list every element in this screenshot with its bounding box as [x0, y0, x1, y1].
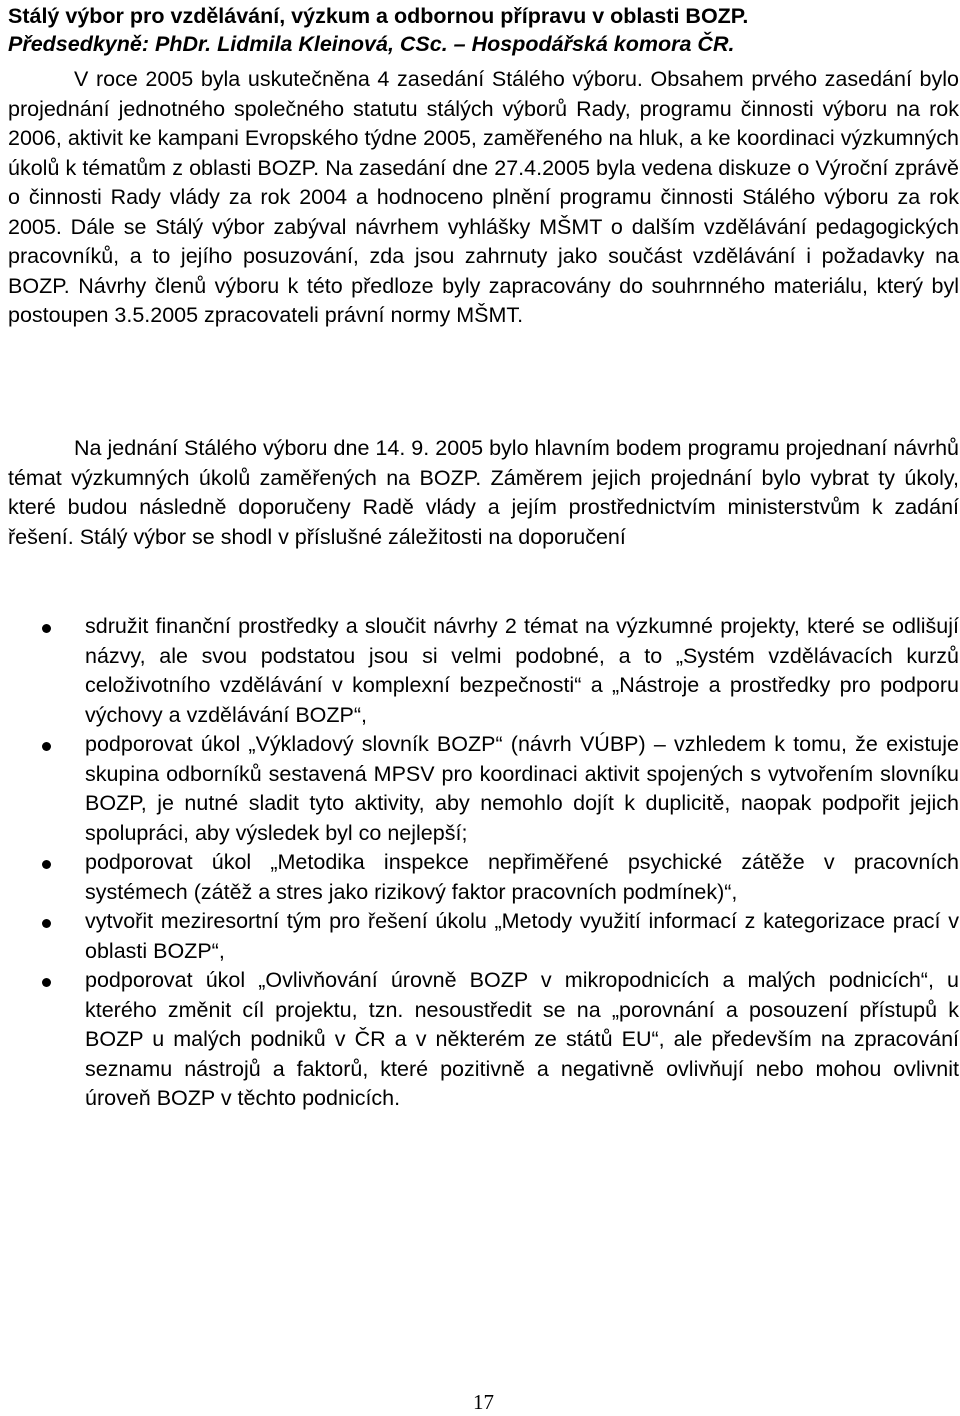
list-item-text: podporovat úkol „Ovlivňování úrovně BOZP v mikropodnicích a malých podnicích“, u kterého změnit cíl projektu, tzn. nesoustředit se na „porovnání a posouzení přístupů k BOZP u malých podniků v ČR a v některém ze států EU“, ale především na zpracování seznamu nástrojů a faktorů, které pozitivně a negativně ovlivňují nebo mohou ovlivnit úroveň BOZP v těchto podnicích.: [85, 968, 959, 1110]
list-item-text: sdružit finanční prostředky a sloučit návrhy 2 témat na výzkumné projekty, které se odlišují názvy, ale svou podstatou jsou si velmi podobné, a to „Systém vzdělávacích kurzů celoživotního vzdělávání v komplexní bezpečnosti“ a „Nástroje a prostředky pro podporu výchovy a vzdělávání BOZP“,: [85, 614, 959, 727]
list-item-text: podporovat úkol „Metodika inspekce nepřiměřené psychické zátěže v pracovních systémech (zátěž a stres jako rizikový faktor pracovních podmínek)“,: [85, 850, 959, 904]
list-item: [8, 907, 959, 966]
committee-title: Stálý výbor pro vzdělávání, výzkum a odbornou přípravu v oblasti BOZP.: [8, 4, 749, 28]
list-item: [8, 612, 959, 730]
bullet-icon: [42, 624, 51, 633]
list-item: [8, 848, 959, 907]
list-item: [8, 966, 959, 1114]
paragraph-september-meeting: Na jednání Stálého výboru dne 14. 9. 2005 bylo hlavním bodem programu projednaní návrhů témat výzkumných úkolů zaměřených na BOZP. Záměrem jejich projednání bylo vybrat ty úkoly, které budou následně doporučeny Radě vlády a jejím prostřednictvím ministerstvům k zadání řešení. Stálý výbor se shodl v příslušné záležitosti na doporučení: [8, 436, 959, 549]
recommendations-list: [8, 612, 959, 1114]
list-item-text: vytvořit meziresortní tým pro řešení úkolu „Metody využití informací z kategorizace prací v oblasti BOZP“,: [85, 909, 959, 963]
committee-chair: Předsedkyně: PhDr. Lidmila Kleinová, CSc. – Hospodářská komora ČR.: [8, 32, 735, 56]
list-item: [8, 730, 959, 848]
section-heading: [8, 2, 748, 58]
document-page: [8, 0, 959, 1416]
bullet-icon: [42, 919, 51, 928]
bullet-icon: [42, 978, 51, 987]
paragraph-meetings-overview: V roce 2005 byla uskutečněna 4 zasedání Stálého výboru. Obsahem prvého zasedání bylo projednání jednotného společného statutu stálých výborů Rady, programu činnosti výboru na rok 2006, aktivit ke kampani Evropského týdne 2005, zaměřeného na hluk, a ke koordinaci výzkumných úkolů k tématům z oblasti BOZP. Na zasedání dne 27.4.2005 byla vedena diskuze o Výroční zprávě o činnosti Rady vlády za rok 2004 a hodnoceno plnění programu činnosti Stálého výboru za rok 2005. Dále se Stálý výbor zabýval návrhem vyhlášky MŠMT o dalším vzdělávání pedagogických pracovníků, a to jejího posuzování, zda jsou zahrnuty jako součást vzdělávání i požadavky na BOZP. Návrhy členů výboru k této předloze byly zapracovány do souhrnného materiálu, který byl postoupen 3.5.2005 zpracovateli právní normy MŠMT.: [8, 67, 959, 327]
bullet-icon: [42, 860, 51, 869]
list-item-text: podporovat úkol „Výkladový slovník BOZP“ (návrh VÚBP) – vzhledem k tomu, že existuje skupina odborníků sestavená MPSV pro koordinaci aktivit spojených s vytvořením slovníku BOZP, je nutné sladit tyto aktivity, aby nemohlo dojít k duplicitě, naopak podpořit jejich spolupráci, aby výsledek byl co nejlepší;: [85, 732, 959, 845]
page-number: 17: [473, 1390, 494, 1414]
bullet-icon: [42, 742, 51, 751]
